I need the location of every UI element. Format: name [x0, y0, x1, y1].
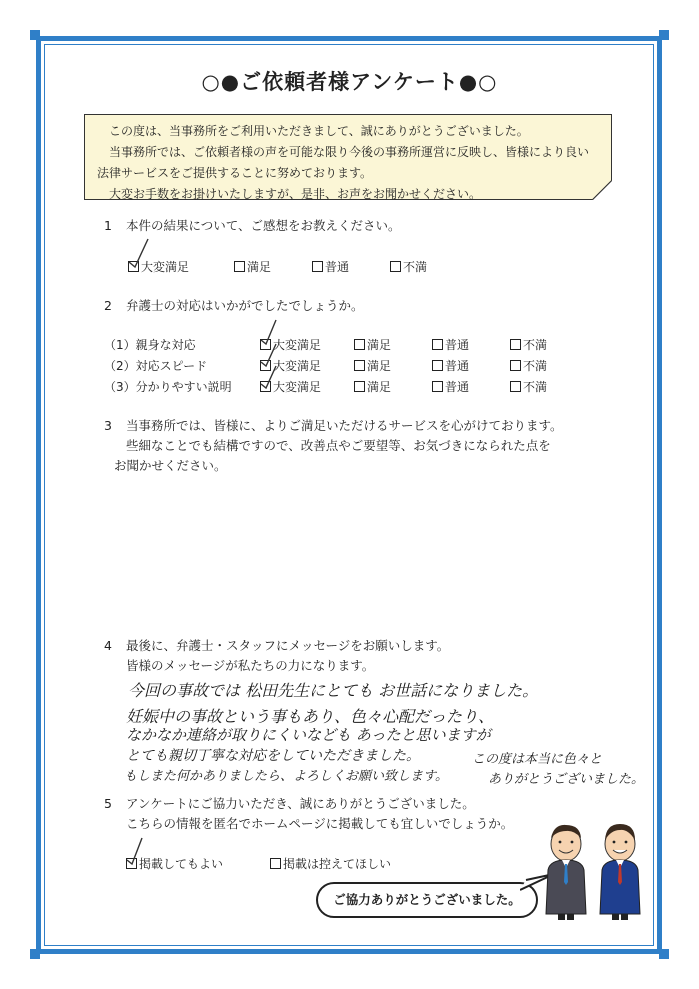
option-label: 不満 [403, 260, 428, 274]
q2-row-label: （2）対応スピード [104, 359, 208, 373]
checkbox[interactable] [432, 360, 443, 371]
checkbox[interactable] [354, 360, 365, 371]
checkbox[interactable] [510, 381, 521, 392]
intro-line: 大変お手数をお掛けいたしますが、是非、お声をお聞かせください。 [109, 187, 482, 201]
q5-line: アンケートにご協力いただき、誠にありがとうございました。 [126, 796, 475, 811]
handwritten-message-line: ありがとうございました。 [488, 772, 645, 787]
checkbox[interactable] [432, 381, 443, 392]
q1-number: 1 [104, 218, 112, 233]
frame-corner [659, 949, 669, 959]
q3-number: 3 [104, 418, 112, 433]
q2-number: 2 [104, 298, 112, 313]
checkmark-icon [124, 836, 146, 866]
option-label: 満足 [367, 359, 392, 373]
q2-row1-option[interactable] [354, 336, 391, 353]
handwritten-message-line: なかなか連絡が取りにくいなども あったと思いますが [126, 726, 491, 744]
q5-line: こちらの情報を匿名でホームページに掲載しても宜しいでしょうか。 [126, 816, 514, 831]
checkbox[interactable] [270, 858, 281, 869]
option-label: 満足 [367, 380, 392, 394]
page-curl [592, 180, 612, 200]
q5-option-decline[interactable] [270, 855, 391, 872]
option-label: 掲載してもよい [139, 857, 224, 871]
intro-note [84, 114, 612, 200]
checkbox[interactable] [234, 261, 245, 272]
checkbox[interactable] [432, 339, 443, 350]
q1-option-normal[interactable] [312, 258, 349, 275]
handwritten-message-line: この度は本当に色々と [472, 752, 603, 767]
q2-row3-option[interactable] [354, 378, 391, 395]
handwritten-message-line: とても親切丁寧な対応をしていただきました。 [126, 748, 420, 764]
q2-row3-option[interactable] [510, 378, 547, 395]
checkbox[interactable] [510, 339, 521, 350]
option-label: 満足 [247, 260, 272, 274]
checkbox[interactable] [390, 261, 401, 272]
intro-line: この度は、当事務所をご利用いただきまして、誠にありがとうございました。 [109, 124, 529, 138]
q3-line: お聞かせください。 [114, 458, 227, 473]
frame-corner [30, 30, 40, 40]
option-label: 不満 [523, 359, 548, 373]
option-label: 普通 [445, 380, 470, 394]
intro-line: 法律サービスをご提供することに努めております。 [97, 166, 373, 180]
option-label: 大変満足 [273, 380, 322, 394]
checkmark-icon [126, 236, 152, 270]
checkbox[interactable] [354, 339, 365, 350]
q4-line: 皆様のメッセージが私たちの力になります。 [126, 658, 375, 673]
q4-line: 最後に、弁護士・スタッフにメッセージをお願いします。 [126, 638, 450, 653]
option-label: 普通 [445, 359, 470, 373]
q2-row2-option[interactable] [354, 357, 391, 374]
option-label: 不満 [523, 338, 548, 352]
checkbox[interactable] [312, 261, 323, 272]
lawyers-illustration-icon [540, 822, 650, 922]
q2-row2-option[interactable] [432, 357, 469, 374]
option-label: 大変満足 [273, 359, 322, 373]
q2-row1-option[interactable] [510, 336, 547, 353]
option-label: 掲載は控えてほしい [283, 857, 392, 871]
page-title: ○●ご依頼者様アンケート●○ [201, 70, 498, 94]
q2-text: 弁護士の対応はいかがでしたでしょうか。 [126, 298, 364, 313]
option-label: 満足 [367, 338, 392, 352]
q1-option-dissatisfied[interactable] [390, 258, 427, 275]
q1-option-satisfied[interactable] [234, 258, 271, 275]
q3-line: 当事務所では、皆様に、よりご満足いただけるサービスを心がけております。 [126, 418, 563, 433]
option-label: 不満 [523, 380, 548, 394]
option-label: 普通 [445, 338, 470, 352]
handwritten-message-line: もしまた何かありましたら、よろしくお願い致します。 [124, 769, 448, 784]
frame-corner [659, 30, 669, 40]
checkbox[interactable] [354, 381, 365, 392]
q2-row3-option[interactable] [432, 378, 469, 395]
q3-line: 些細なことでも結構ですので、改善点やご要望等、お気づきになられた点を [126, 438, 551, 453]
q2-row-label: （1）親身な対応 [104, 338, 196, 352]
option-label: 大変満足 [141, 260, 190, 274]
thanks-speech-bubble: ご協力ありがとうございました。 [316, 882, 538, 918]
q2-row2-option[interactable] [510, 357, 547, 374]
option-label: 普通 [325, 260, 350, 274]
intro-line: 当事務所では、ご依頼者様の声を可能な限り今後の事務所運営に反映し、皆様により良い [109, 145, 590, 159]
q2-row1-option[interactable] [432, 336, 469, 353]
checkmark-icon [258, 364, 280, 390]
option-label: 大変満足 [273, 338, 322, 352]
q1-text: 本件の結果について、ご感想をお教えください。 [126, 218, 401, 233]
handwritten-message-line: 妊娠中の事故という事もあり、色々心配だったり、 [126, 707, 495, 726]
handwritten-message-line: 今回の事故では 松田先生にとても お世話になりました。 [128, 681, 539, 700]
q4-number: 4 [104, 638, 112, 653]
q5-number: 5 [104, 796, 112, 811]
q2-row-label: （3）分かりやすい説明 [104, 380, 232, 394]
checkbox[interactable] [510, 360, 521, 371]
frame-corner [30, 949, 40, 959]
